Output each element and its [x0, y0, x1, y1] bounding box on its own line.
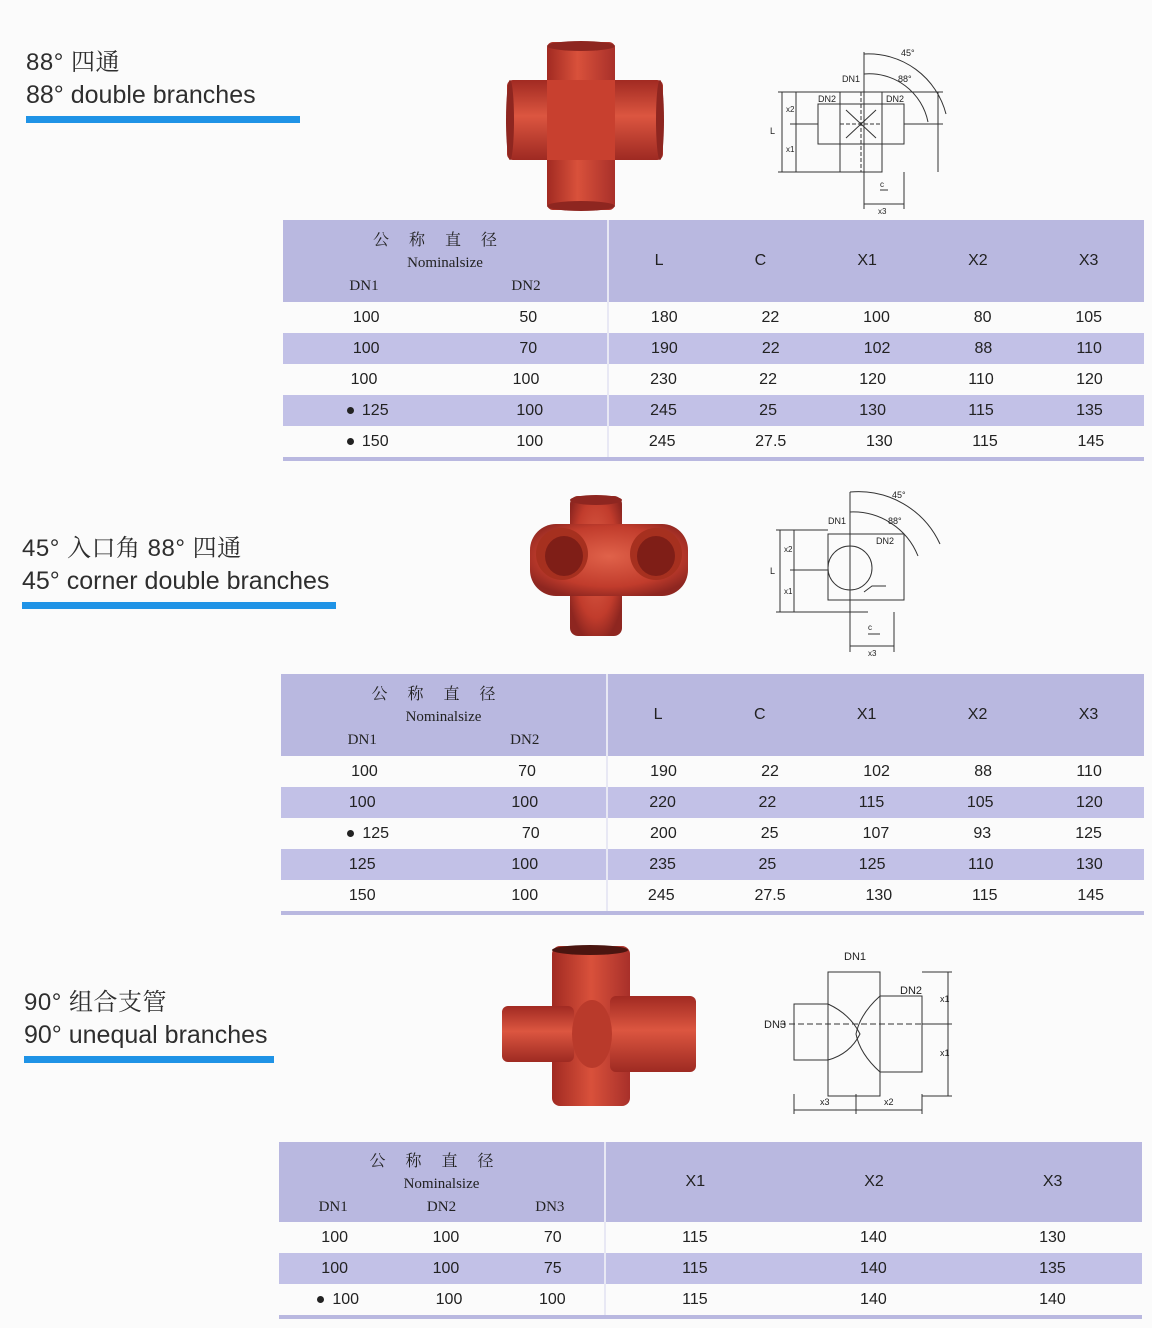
section2-technical-drawing: [768, 484, 948, 660]
section2-header-size: size: [458, 709, 482, 725]
row-size-cell: [281, 787, 607, 818]
section3-drawing-dn1: DN1: [844, 951, 867, 963]
size-value: 100: [511, 886, 539, 904]
section2-header-c: C: [753, 706, 766, 723]
dimension-value: 93: [973, 824, 992, 842]
size-value: 100: [538, 1290, 566, 1308]
bullet-icon: [317, 1296, 324, 1303]
dimension-value: 22: [761, 308, 780, 326]
table-row: [281, 756, 1144, 787]
section1-accent-bar: [26, 116, 300, 123]
row-dimension-cell: [608, 333, 1144, 364]
size-value: 100: [321, 1259, 348, 1277]
section3-drawing-x2: x2: [884, 1097, 894, 1107]
section1-drawing-dn2-right: DN2: [886, 94, 905, 104]
row-size-cell: [279, 1222, 605, 1253]
row-size-cell: [283, 333, 608, 364]
section3-header-left: [279, 1142, 605, 1222]
row-dimension-cell: [608, 426, 1144, 459]
section2-corner-cross-photo: [528, 494, 690, 638]
row-size-cell: [283, 364, 608, 395]
dimension-value: 88: [974, 339, 993, 357]
section3-spec-table: [279, 1142, 1142, 1319]
size-value: 125: [362, 824, 390, 842]
section3-drawing-x3: x3: [820, 1097, 830, 1107]
row-size-cell: [283, 395, 608, 426]
section3-header-x3: X3: [1042, 1173, 1063, 1190]
section2-drawing-dn1: DN1: [828, 516, 847, 526]
section2-drawing-l: L: [770, 566, 776, 576]
dimension-value: 125: [1075, 824, 1102, 842]
dimension-value: 102: [863, 339, 891, 357]
size-value: 100: [516, 432, 544, 450]
dimension-value: 115: [972, 432, 998, 450]
section1-drawing-x3: x3: [878, 207, 887, 216]
section2-header-left: [281, 674, 607, 756]
section2-accent-bar: [22, 602, 336, 609]
dimension-value: 140: [860, 1290, 887, 1308]
section3-title-en: 90° unequal branches: [24, 1021, 268, 1049]
section1-header-dn1: DN1: [349, 278, 379, 294]
size-value: 100: [432, 1228, 460, 1246]
size-value: 150: [361, 432, 389, 450]
dimension-value: 107: [862, 824, 890, 842]
dimension-value: 245: [647, 886, 675, 904]
dimension-value: 115: [682, 1259, 708, 1277]
bullet-icon: [347, 407, 354, 414]
dimension-value: 115: [972, 886, 998, 904]
section1-header-x2: X2: [968, 252, 988, 269]
dimension-value: 115: [968, 401, 994, 419]
section3-title-cn: 90° 组合支管: [24, 989, 167, 1016]
section3-heading: [24, 982, 274, 1063]
dimension-value: 130: [865, 432, 893, 450]
row-dimension-cell: [608, 364, 1144, 395]
dimension-value: 25: [759, 401, 777, 419]
size-value: 100: [516, 401, 544, 419]
table-row: [279, 1284, 1142, 1317]
row-size-cell: [279, 1284, 605, 1317]
section2-header-dn2: DN2: [510, 732, 540, 748]
section1-drawing-angle2: 88°: [898, 74, 912, 84]
size-value-with-bullet: [347, 825, 389, 843]
dimension-value: 140: [1039, 1290, 1066, 1308]
row-dimension-cell: [607, 787, 1144, 818]
section3-header-x1: X1: [685, 1173, 706, 1190]
dimension-value: 110: [968, 370, 994, 388]
row-dimension-cell: [607, 880, 1144, 913]
row-size-cell: [279, 1253, 605, 1284]
section2-title-en: 45° corner double branches: [22, 567, 330, 595]
section2-header-x3: X3: [1078, 706, 1099, 723]
dimension-value: 120: [1076, 793, 1103, 811]
size-value: 100: [351, 762, 378, 780]
section1-header-dn2: DN2: [511, 278, 541, 294]
dimension-value: 235: [649, 855, 676, 873]
section2-drawing-x3: x3: [868, 649, 877, 658]
row-dimension-cell: [607, 818, 1144, 849]
table-row: [281, 849, 1144, 880]
section1-drawing-dn1: DN1: [842, 74, 861, 84]
table-row: [283, 333, 1144, 364]
size-value: 75: [543, 1259, 562, 1277]
dimension-value: 130: [865, 886, 893, 904]
section2-drawing-x1: x1: [784, 587, 793, 596]
table-row: [283, 302, 1144, 333]
section2-header-right: [607, 674, 1144, 756]
row-dimension-cell: [605, 1253, 1142, 1284]
row-dimension-cell: [607, 849, 1144, 880]
dimension-value: 22: [761, 762, 779, 780]
table-row: [281, 787, 1144, 818]
dimension-value: 105: [966, 793, 994, 811]
row-dimension-cell: [605, 1284, 1142, 1317]
size-value: 100: [432, 1259, 460, 1277]
bullet-icon: [347, 438, 354, 445]
section1-drawing-c: c: [880, 180, 884, 189]
dimension-value: 220: [649, 793, 676, 811]
section3-drawing-dn3: DN3: [764, 1019, 787, 1031]
table-row: [279, 1253, 1142, 1284]
table-row: [283, 426, 1144, 459]
dimension-value: 80: [973, 308, 992, 326]
section2-drawing-angle2: 88°: [888, 516, 902, 526]
section1-title-en: 88° double branches: [26, 81, 256, 109]
row-size-cell: [283, 426, 608, 459]
table-row: [283, 395, 1144, 426]
section3-header-dn2: DN2: [426, 1199, 457, 1215]
row-size-cell: [281, 818, 607, 849]
size-value: 100: [350, 370, 378, 388]
row-size-cell: [281, 849, 607, 880]
section2-heading: [22, 528, 336, 609]
section3-header-x2: X2: [864, 1173, 884, 1190]
section1-header-left: [283, 220, 608, 302]
section3-drawing-dn2: DN2: [900, 985, 923, 997]
row-size-cell: [283, 302, 608, 333]
dimension-value: 110: [1076, 339, 1102, 357]
dimension-value: 135: [1076, 401, 1103, 419]
size-value: 100: [352, 308, 380, 326]
section3-header-size: size: [456, 1176, 480, 1192]
size-value: 100: [348, 793, 376, 811]
dimension-value: 110: [968, 855, 994, 873]
dimension-value: 190: [651, 339, 678, 357]
table-row: [279, 1222, 1142, 1253]
row-dimension-cell: [608, 302, 1144, 333]
section3-technical-drawing: [760, 944, 960, 1116]
dimension-value: 22: [759, 370, 777, 388]
dimension-value: 245: [648, 432, 676, 450]
size-value: 100: [511, 855, 539, 873]
section1-header-c: C: [754, 252, 767, 269]
bullet-icon: [347, 830, 354, 837]
dimension-value: 130: [1076, 855, 1103, 873]
section1-title-cn: 88° 四通: [26, 49, 120, 76]
section2-drawing-c: c: [868, 623, 872, 632]
section3-header-dn3: DN3: [535, 1199, 565, 1215]
dimension-value: 22: [761, 339, 780, 357]
dimension-value: 145: [1077, 886, 1105, 904]
row-dimension-cell: [607, 756, 1144, 787]
dimension-value: 125: [858, 855, 886, 873]
table-row: [281, 880, 1144, 913]
section1-spec-table: [283, 220, 1144, 461]
dimension-value: 115: [682, 1290, 708, 1308]
section1-header-x3: X3: [1078, 252, 1099, 269]
dimension-value: 230: [650, 370, 677, 388]
section3-accent-bar: [24, 1056, 274, 1063]
dimension-value: 27.5: [754, 886, 786, 904]
dimension-value: 130: [859, 401, 886, 419]
section1-drawing-l: L: [770, 126, 776, 136]
dimension-value: 180: [650, 308, 678, 326]
section2-header-nominal: Nominal: [405, 709, 459, 725]
row-size-cell: [281, 880, 607, 913]
section2-header-l: L: [653, 706, 663, 723]
dimension-value: 110: [1076, 762, 1102, 780]
dimension-value: 115: [682, 1228, 708, 1246]
size-value-with-bullet: [317, 1291, 359, 1309]
section1-cross-fitting-photo: [505, 40, 665, 212]
size-value: 100: [352, 339, 380, 357]
section1-drawing-dn2-left: DN2: [818, 94, 837, 104]
size-value: 50: [519, 308, 538, 326]
dimension-value: 190: [650, 762, 677, 780]
size-value: 70: [543, 1228, 562, 1246]
section1-header-right: [608, 220, 1144, 302]
section1-drawing-angle1: 45°: [901, 48, 915, 58]
section3-drawing-x1-bottom: x1: [940, 1048, 950, 1058]
dimension-value: 22: [758, 793, 777, 811]
dimension-value: 245: [650, 401, 677, 419]
size-value: 150: [348, 886, 376, 904]
section2-header-x1: X1: [856, 706, 877, 723]
section3-drawing-x1-top: x1: [940, 994, 950, 1004]
size-value: 70: [519, 339, 538, 357]
dimension-value: 115: [858, 793, 885, 811]
dimension-value: 140: [860, 1259, 887, 1277]
section1-header-x1: X1: [857, 252, 877, 269]
size-value: 100: [511, 793, 539, 811]
section2-header-dn1: DN1: [347, 732, 377, 748]
size-value: 100: [435, 1290, 463, 1308]
size-value: 70: [521, 824, 540, 842]
section1-header-size: size: [459, 255, 483, 271]
dimension-value: 130: [1039, 1228, 1066, 1246]
dimension-value: 135: [1039, 1259, 1066, 1277]
section3-unequal-branch-photo: [500, 944, 698, 1108]
section1-header-l: L: [654, 252, 664, 269]
section1-drawing-x2: x2: [786, 105, 795, 114]
section3-header-nominal: Nominal: [403, 1176, 457, 1192]
section2-header-x2: X2: [967, 706, 988, 723]
dimension-value: 100: [863, 308, 890, 326]
size-value-with-bullet: [347, 433, 389, 451]
section2-header-cn: 公称直径: [371, 684, 516, 703]
dimension-value: 25: [760, 824, 779, 842]
section2-drawing-x2: x2: [784, 545, 793, 554]
row-dimension-cell: [605, 1222, 1142, 1253]
size-value: 100: [321, 1228, 348, 1246]
size-value: 125: [348, 855, 376, 873]
size-value: 70: [518, 762, 536, 780]
section1-technical-drawing: [768, 44, 968, 216]
section1-header-nominal: Nominal: [407, 255, 460, 271]
dimension-value: 102: [863, 762, 890, 780]
size-value: 100: [512, 370, 540, 388]
size-value: 125: [361, 401, 389, 419]
dimension-value: 25: [758, 855, 777, 873]
dimension-value: 120: [1076, 370, 1103, 388]
dimension-value: 200: [650, 824, 677, 842]
section1-drawing-x1: x1: [786, 145, 795, 154]
section2-spec-table: [281, 674, 1144, 915]
dimension-value: 120: [859, 370, 886, 388]
dimension-value: 27.5: [755, 432, 787, 450]
row-dimension-cell: [608, 395, 1144, 426]
dimension-value: 145: [1077, 432, 1105, 450]
size-value-with-bullet: [347, 402, 389, 420]
row-size-cell: [281, 756, 607, 787]
dimension-value: 105: [1075, 308, 1103, 326]
section1-heading: [26, 42, 300, 123]
table-row: [283, 364, 1144, 395]
section2-drawing-angle1: 45°: [892, 490, 906, 500]
table-row: [281, 818, 1144, 849]
section3-header-cn: 公称直径: [369, 1151, 514, 1170]
dimension-value: 88: [974, 762, 993, 780]
size-value: 100: [332, 1290, 360, 1308]
section3-header-dn1: DN1: [318, 1199, 348, 1215]
section2-drawing-dn2: DN2: [876, 536, 895, 546]
section1-header-cn: 公称直径: [372, 230, 517, 249]
section3-header-right: [605, 1142, 1142, 1222]
section2-title-cn: 45° 入口角 88° 四通: [22, 535, 242, 562]
dimension-value: 140: [860, 1228, 887, 1246]
